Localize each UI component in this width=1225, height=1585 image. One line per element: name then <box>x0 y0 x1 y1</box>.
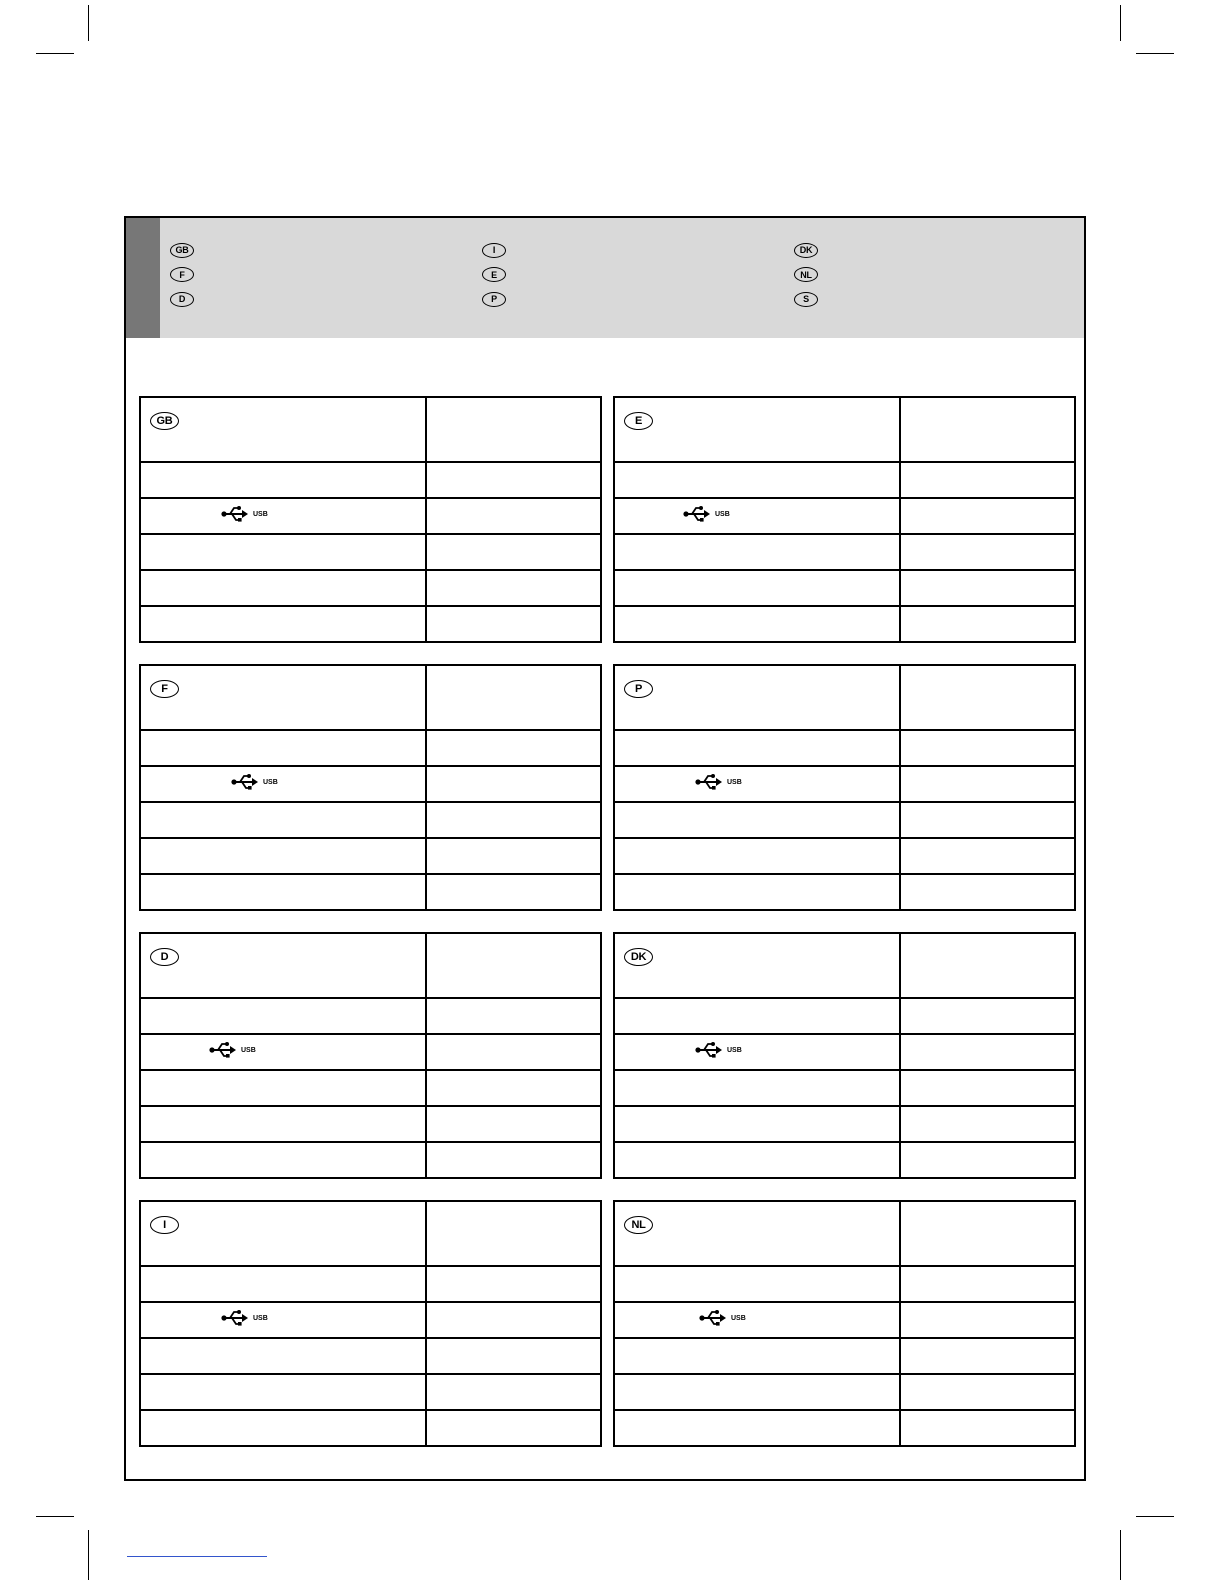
spec-table-i <box>139 1200 602 1447</box>
spec-table-d <box>139 932 602 1179</box>
row-divider <box>615 1265 1074 1267</box>
crop-mark <box>1120 1530 1121 1580</box>
language-badge-d: D <box>170 292 194 307</box>
row-divider <box>141 1337 600 1339</box>
usb-label: USB <box>731 1314 746 1322</box>
usb-row-label <box>695 772 742 792</box>
usb-label: USB <box>253 1314 268 1322</box>
row-divider <box>141 873 600 875</box>
usb-icon <box>221 1308 249 1328</box>
usb-label: USB <box>263 778 278 786</box>
row-divider <box>615 461 1074 463</box>
row-divider <box>615 1105 1074 1107</box>
language-column-1 <box>170 238 194 312</box>
row-divider <box>615 533 1074 535</box>
language-badge-p: P <box>482 292 506 307</box>
row-divider <box>615 873 1074 875</box>
footer-link-underline <box>127 1556 267 1557</box>
language-badge-icon: NL <box>624 1216 653 1234</box>
language-badge-s: S <box>794 292 818 307</box>
usb-label: USB <box>727 1046 742 1054</box>
language-badge-icon: F <box>150 680 179 698</box>
row-divider <box>141 1301 600 1303</box>
usb-row-label <box>231 772 278 792</box>
usb-icon <box>231 772 259 792</box>
usb-icon <box>209 1040 237 1060</box>
row-divider <box>141 461 600 463</box>
row-divider <box>141 497 600 499</box>
row-divider <box>615 801 1074 803</box>
spec-table-nl <box>613 1200 1076 1447</box>
language-badge-gb: GB <box>170 243 194 258</box>
usb-icon <box>695 772 723 792</box>
crop-mark <box>88 1530 89 1580</box>
spec-table-e <box>613 396 1076 643</box>
row-divider <box>615 765 1074 767</box>
usb-row-label <box>695 1040 742 1060</box>
spec-table-p <box>613 664 1076 911</box>
language-badge-icon: P <box>624 680 653 698</box>
usb-label: USB <box>715 510 730 518</box>
usb-label: USB <box>253 510 268 518</box>
usb-icon <box>683 504 711 524</box>
row-divider <box>141 569 600 571</box>
spec-table-dk <box>613 932 1076 1179</box>
language-badge-nl: NL <box>794 267 818 282</box>
row-divider <box>141 801 600 803</box>
language-badge-icon: GB <box>150 412 179 430</box>
row-divider <box>615 997 1074 999</box>
row-divider <box>141 765 600 767</box>
row-divider <box>615 569 1074 571</box>
usb-row-label <box>699 1308 746 1328</box>
language-badge-e: E <box>482 267 506 282</box>
row-divider <box>141 1409 600 1411</box>
row-divider <box>615 1069 1074 1071</box>
crop-mark <box>88 5 89 41</box>
usb-icon <box>699 1308 727 1328</box>
language-badge-icon: E <box>624 412 653 430</box>
language-badge-i: I <box>482 243 506 258</box>
language-header <box>126 218 1084 338</box>
row-divider <box>141 997 600 999</box>
crop-mark <box>36 53 74 54</box>
crop-mark <box>1136 53 1174 54</box>
usb-icon <box>221 504 249 524</box>
crop-mark <box>36 1516 74 1517</box>
row-divider <box>615 605 1074 607</box>
usb-label: USB <box>727 778 742 786</box>
language-badge-icon: D <box>150 948 179 966</box>
usb-row-label <box>683 504 730 524</box>
row-divider <box>615 1301 1074 1303</box>
row-divider <box>141 1033 600 1035</box>
row-divider <box>615 1033 1074 1035</box>
language-badge-dk: DK <box>794 243 818 258</box>
language-badge-icon: DK <box>624 948 653 966</box>
row-divider <box>141 533 600 535</box>
crop-mark <box>1136 1516 1174 1517</box>
row-divider <box>141 1373 600 1375</box>
row-divider <box>615 497 1074 499</box>
usb-row-label <box>221 1308 268 1328</box>
language-column-2 <box>482 238 506 312</box>
language-badge-icon: I <box>150 1216 179 1234</box>
row-divider <box>141 837 600 839</box>
spec-table-gb <box>139 396 602 643</box>
usb-row-label <box>209 1040 256 1060</box>
header-accent-bar <box>126 218 160 338</box>
spec-table-f <box>139 664 602 911</box>
row-divider <box>615 1141 1074 1143</box>
row-divider <box>615 1373 1074 1375</box>
row-divider <box>141 729 600 731</box>
crop-mark <box>1120 5 1121 41</box>
row-divider <box>615 1409 1074 1411</box>
row-divider <box>615 729 1074 731</box>
row-divider <box>141 1069 600 1071</box>
language-column-3 <box>794 238 818 312</box>
row-divider <box>141 605 600 607</box>
usb-icon <box>695 1040 723 1060</box>
row-divider <box>615 837 1074 839</box>
usb-row-label <box>221 504 268 524</box>
row-divider <box>141 1265 600 1267</box>
row-divider <box>141 1141 600 1143</box>
row-divider <box>141 1105 600 1107</box>
usb-label: USB <box>241 1046 256 1054</box>
language-badge-f: F <box>170 267 194 282</box>
row-divider <box>615 1337 1074 1339</box>
